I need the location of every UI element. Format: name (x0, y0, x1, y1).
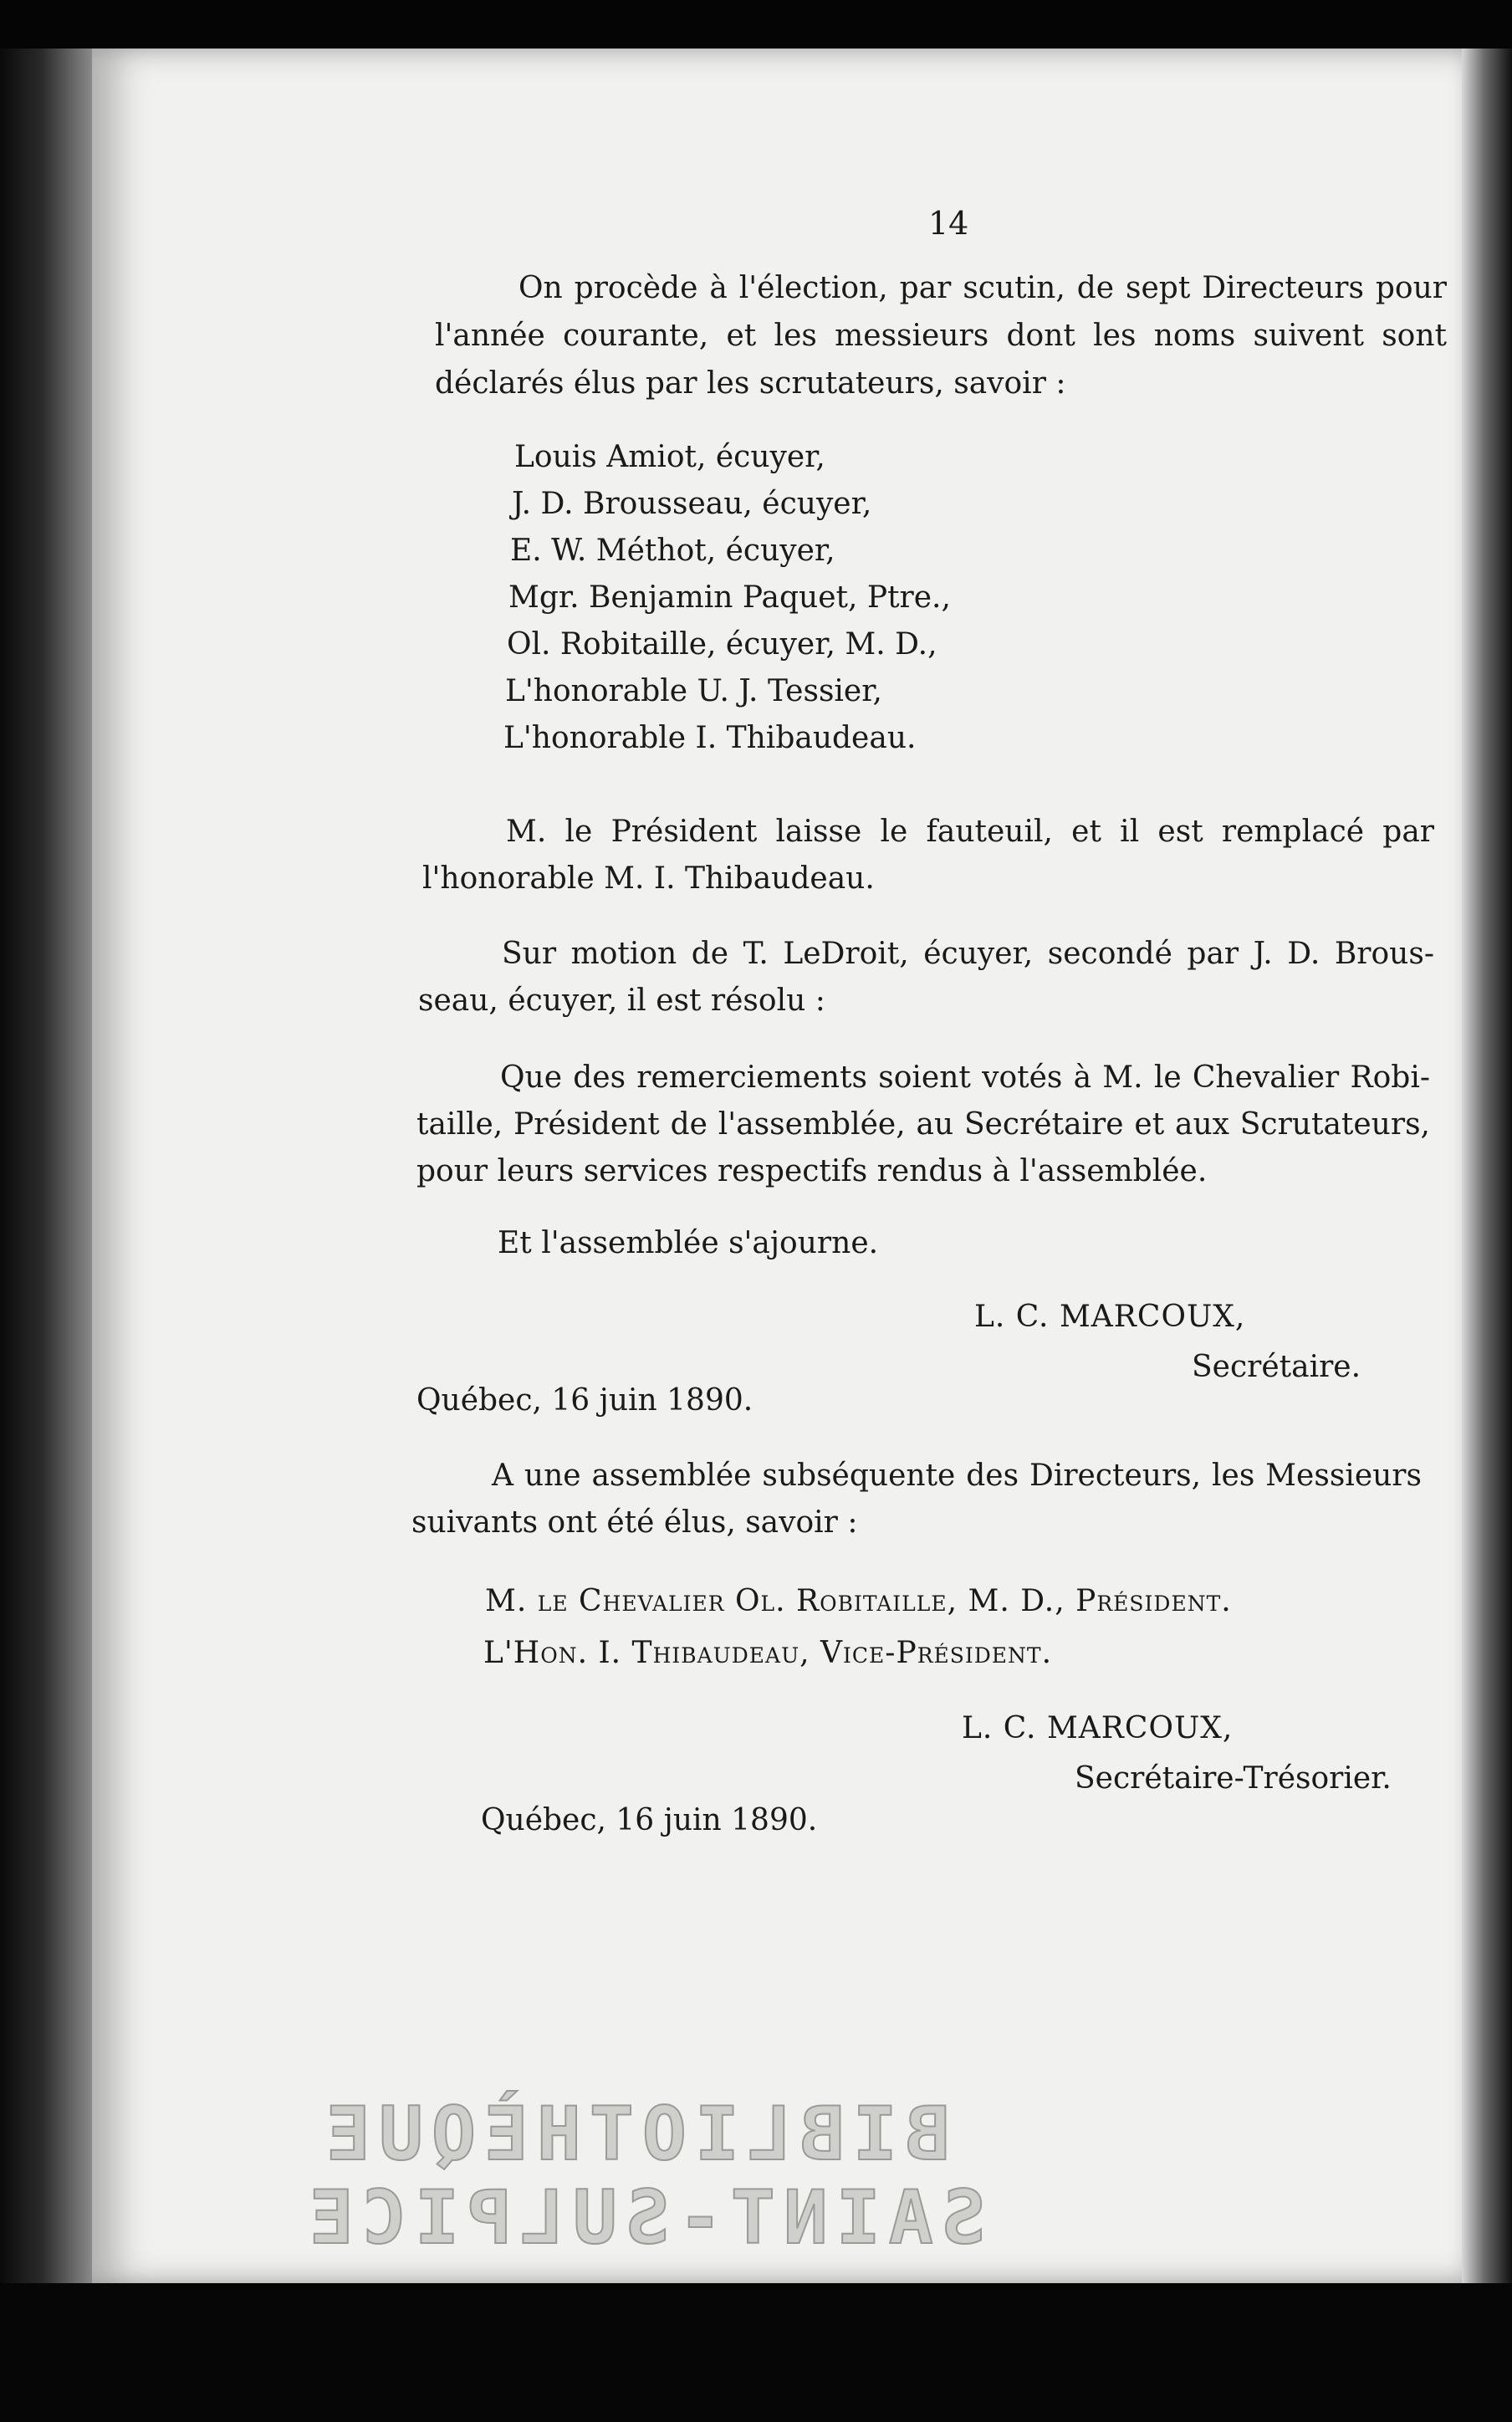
president-leaves-line-2: l'honorable M. I. Thibaudeau. (422, 861, 875, 896)
date-1: Québec, 16 juin 1890. (416, 1383, 753, 1418)
scan-bottom-border (0, 2283, 1512, 2422)
director-1: Louis Amiot, écuyer, (514, 440, 825, 474)
director-5: Ol. Robitaille, écuyer, M. D., (507, 627, 937, 662)
motion-line-1: Sur motion de T. LeDroit, écuyer, secondé par J. D. Brous- (502, 937, 1434, 971)
director-4: Mgr. Benjamin Paquet, Ptre., (508, 580, 951, 615)
motion-line-2: seau, écuyer, il est résolu : (418, 984, 825, 1018)
stamp-line-2: SAINT-SULPICE (301, 2174, 986, 2261)
president-leaves-line-1: M. le Président laisse le fauteuil, et il est remplacé par (506, 815, 1434, 849)
thanks-line-3: pour leurs services respectifs rendus à l'assemblée. (416, 1154, 1208, 1188)
adjourn-line: Et l'assemblée s'ajourne. (498, 1226, 879, 1260)
page-right-edge (1462, 49, 1512, 2283)
library-stamp (301, 2074, 986, 2266)
officer-president: M. le Chevalier Ol. Robitaille, M. D., Président. (485, 1584, 1232, 1618)
scan-top-border (0, 0, 1512, 49)
page-number: 14 (928, 205, 969, 242)
election-line-1: On procède à l'élection, par scutin, de sept Directeurs pour (518, 271, 1447, 305)
subsequent-line-2: suivants ont été élus, savoir : (411, 1505, 858, 1540)
director-3: E. W. Méthot, écuyer, (510, 534, 835, 568)
officer-vice-president: L'Hon. I. Thibaudeau, Vice-Président. (483, 1636, 1053, 1670)
signature-1-name: L. C. MARCOUX, (974, 1300, 1246, 1334)
director-6: L'honorable U. J. Tessier, (505, 674, 882, 708)
director-7: L'honorable I. Thibaudeau. (503, 721, 917, 755)
director-2: J. D. Brousseau, écuyer, (512, 487, 872, 521)
signature-1-title: Secrétaire. (1192, 1350, 1361, 1384)
date-2: Québec, 16 juin 1890. (481, 1803, 818, 1837)
election-line-3: déclarés élus par les scrutateurs, savoir : (435, 366, 1066, 401)
signature-2-name: L. C. MARCOUX, (962, 1711, 1234, 1745)
signature-2-title: Secrétaire-Trésorier. (1075, 1761, 1392, 1796)
thanks-line-1: Que des remerciements soient votés à M. le Chevalier Robi- (500, 1060, 1430, 1095)
stamp-line-1: BIBLIOTHÈQUE (318, 2091, 950, 2177)
subsequent-line-1: A une assemblée subséquente des Directeurs, les Messieurs (492, 1459, 1422, 1493)
thanks-line-2: taille, Président de l'assemblée, au Secrétaire et aux Scrutateurs, (416, 1107, 1430, 1142)
election-line-2: l'année courante, et les messieurs dont les noms suivent sont (435, 319, 1447, 353)
